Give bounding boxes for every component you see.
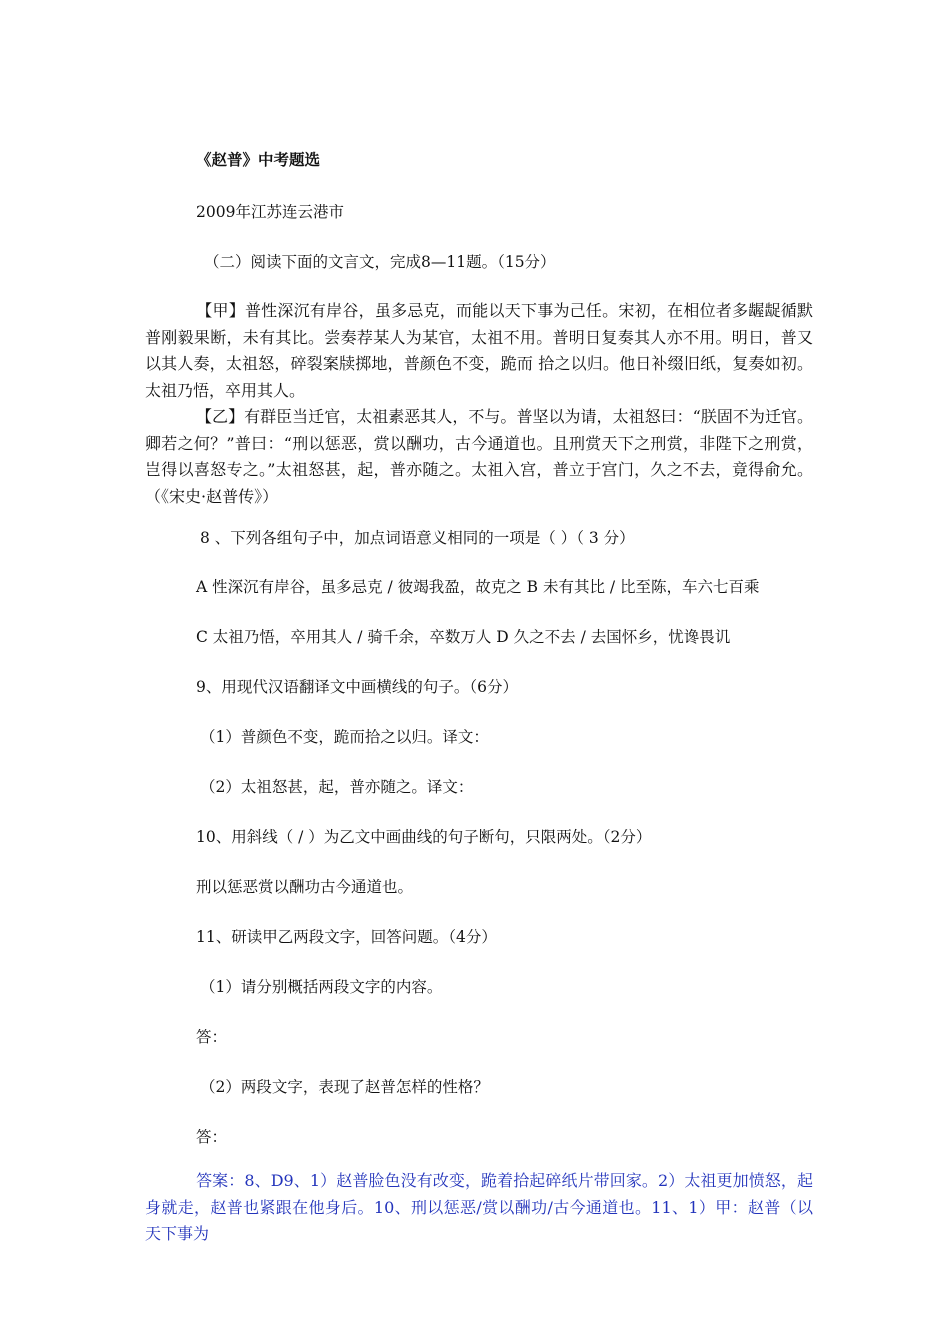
passage-jia: 【甲】普性深沉有岸谷，虽多忌克，而能以天下事为己任。宋初，在相位者多龌龊循默普刚毅果断，未有其比。尝奏荐某人为某官，太祖不用。普明日复奏其人亦不用。明日，普又以其人奏，太祖怒，碎裂案牍掷地，普颜色不变，跪而 拾之以归。他日补缀旧纸，复奏如初。太祖乃悟，卒用其人。 xyxy=(145,301,813,400)
question-8-options-ab: A 性深沉有岸谷，虽多忌克 / 彼竭我盈，故克之 B 未有其比 / 比至陈，车六七百乘 xyxy=(196,578,760,596)
section-instruction: （二）阅读下面的文言文，完成8—11题。（15分） xyxy=(204,253,556,271)
passage-yi: 【乙】有群臣当迁官，太祖素恶其人，不与。普坚以为请，太祖怒曰：“朕固不为迁官。卿若之何？”普曰：“刑以惩恶，赏以酬功，古今通道也。且刑赏天下之刑赏，非陛下之刑赏，岂得以喜怒专之。”太祖怒甚，起，普亦随之。太祖入宫，普立于宫门，久之不去，竟得俞允。（《宋史·赵普传》） xyxy=(145,407,813,506)
question-8-options-cd: C 太祖乃悟，卒用其人 / 骑千余，卒数万人 D 久之不去 / 去国怀乡，忧谗畏讥 xyxy=(196,628,731,646)
question-9: 9、用现代汉语翻译文中画横线的句子。（6分） xyxy=(196,678,518,696)
question-11: 11、研读甲乙两段文字，回答问题。（4分） xyxy=(196,928,497,946)
question-9-part-1: （1）普颜色不变，跪而拾之以归。译文： xyxy=(200,728,489,746)
source-line: 2009年江苏连云港市 xyxy=(196,203,344,221)
question-11-part-1: （1）请分别概括两段文字的内容。 xyxy=(200,978,443,996)
question-10: 10、用斜线（ / ）为乙文中画曲线的句子断句，只限两处。（2分） xyxy=(196,828,652,846)
question-9-part-2: （2）太祖怒甚，起，普亦随之。译文： xyxy=(200,778,474,796)
question-10-sentence: 刑以惩恶赏以酬功古今通道也。 xyxy=(196,878,414,896)
answer-label-1: 答： xyxy=(196,1028,228,1046)
answer-key: 答案：8、D9、1）赵普脸色没有改变，跪着拾起碎纸片带回家。2）太祖更加愤怒，起身就走，赵普也紧跟在他身后。10、刑以惩恶/赏以酬功/古今通道也。11、1）甲：赵普（以天下事为 xyxy=(145,1171,813,1243)
question-8: 8 、下列各组句子中，加点词语意义相同的一项是（ ）（ 3 分） xyxy=(200,529,635,547)
answer-label-2: 答： xyxy=(196,1128,228,1146)
question-11-part-2: （2）两段文字，表现了赵普怎样的性格？ xyxy=(200,1078,489,1096)
document-title: 《赵普》中考题选 xyxy=(196,150,321,169)
